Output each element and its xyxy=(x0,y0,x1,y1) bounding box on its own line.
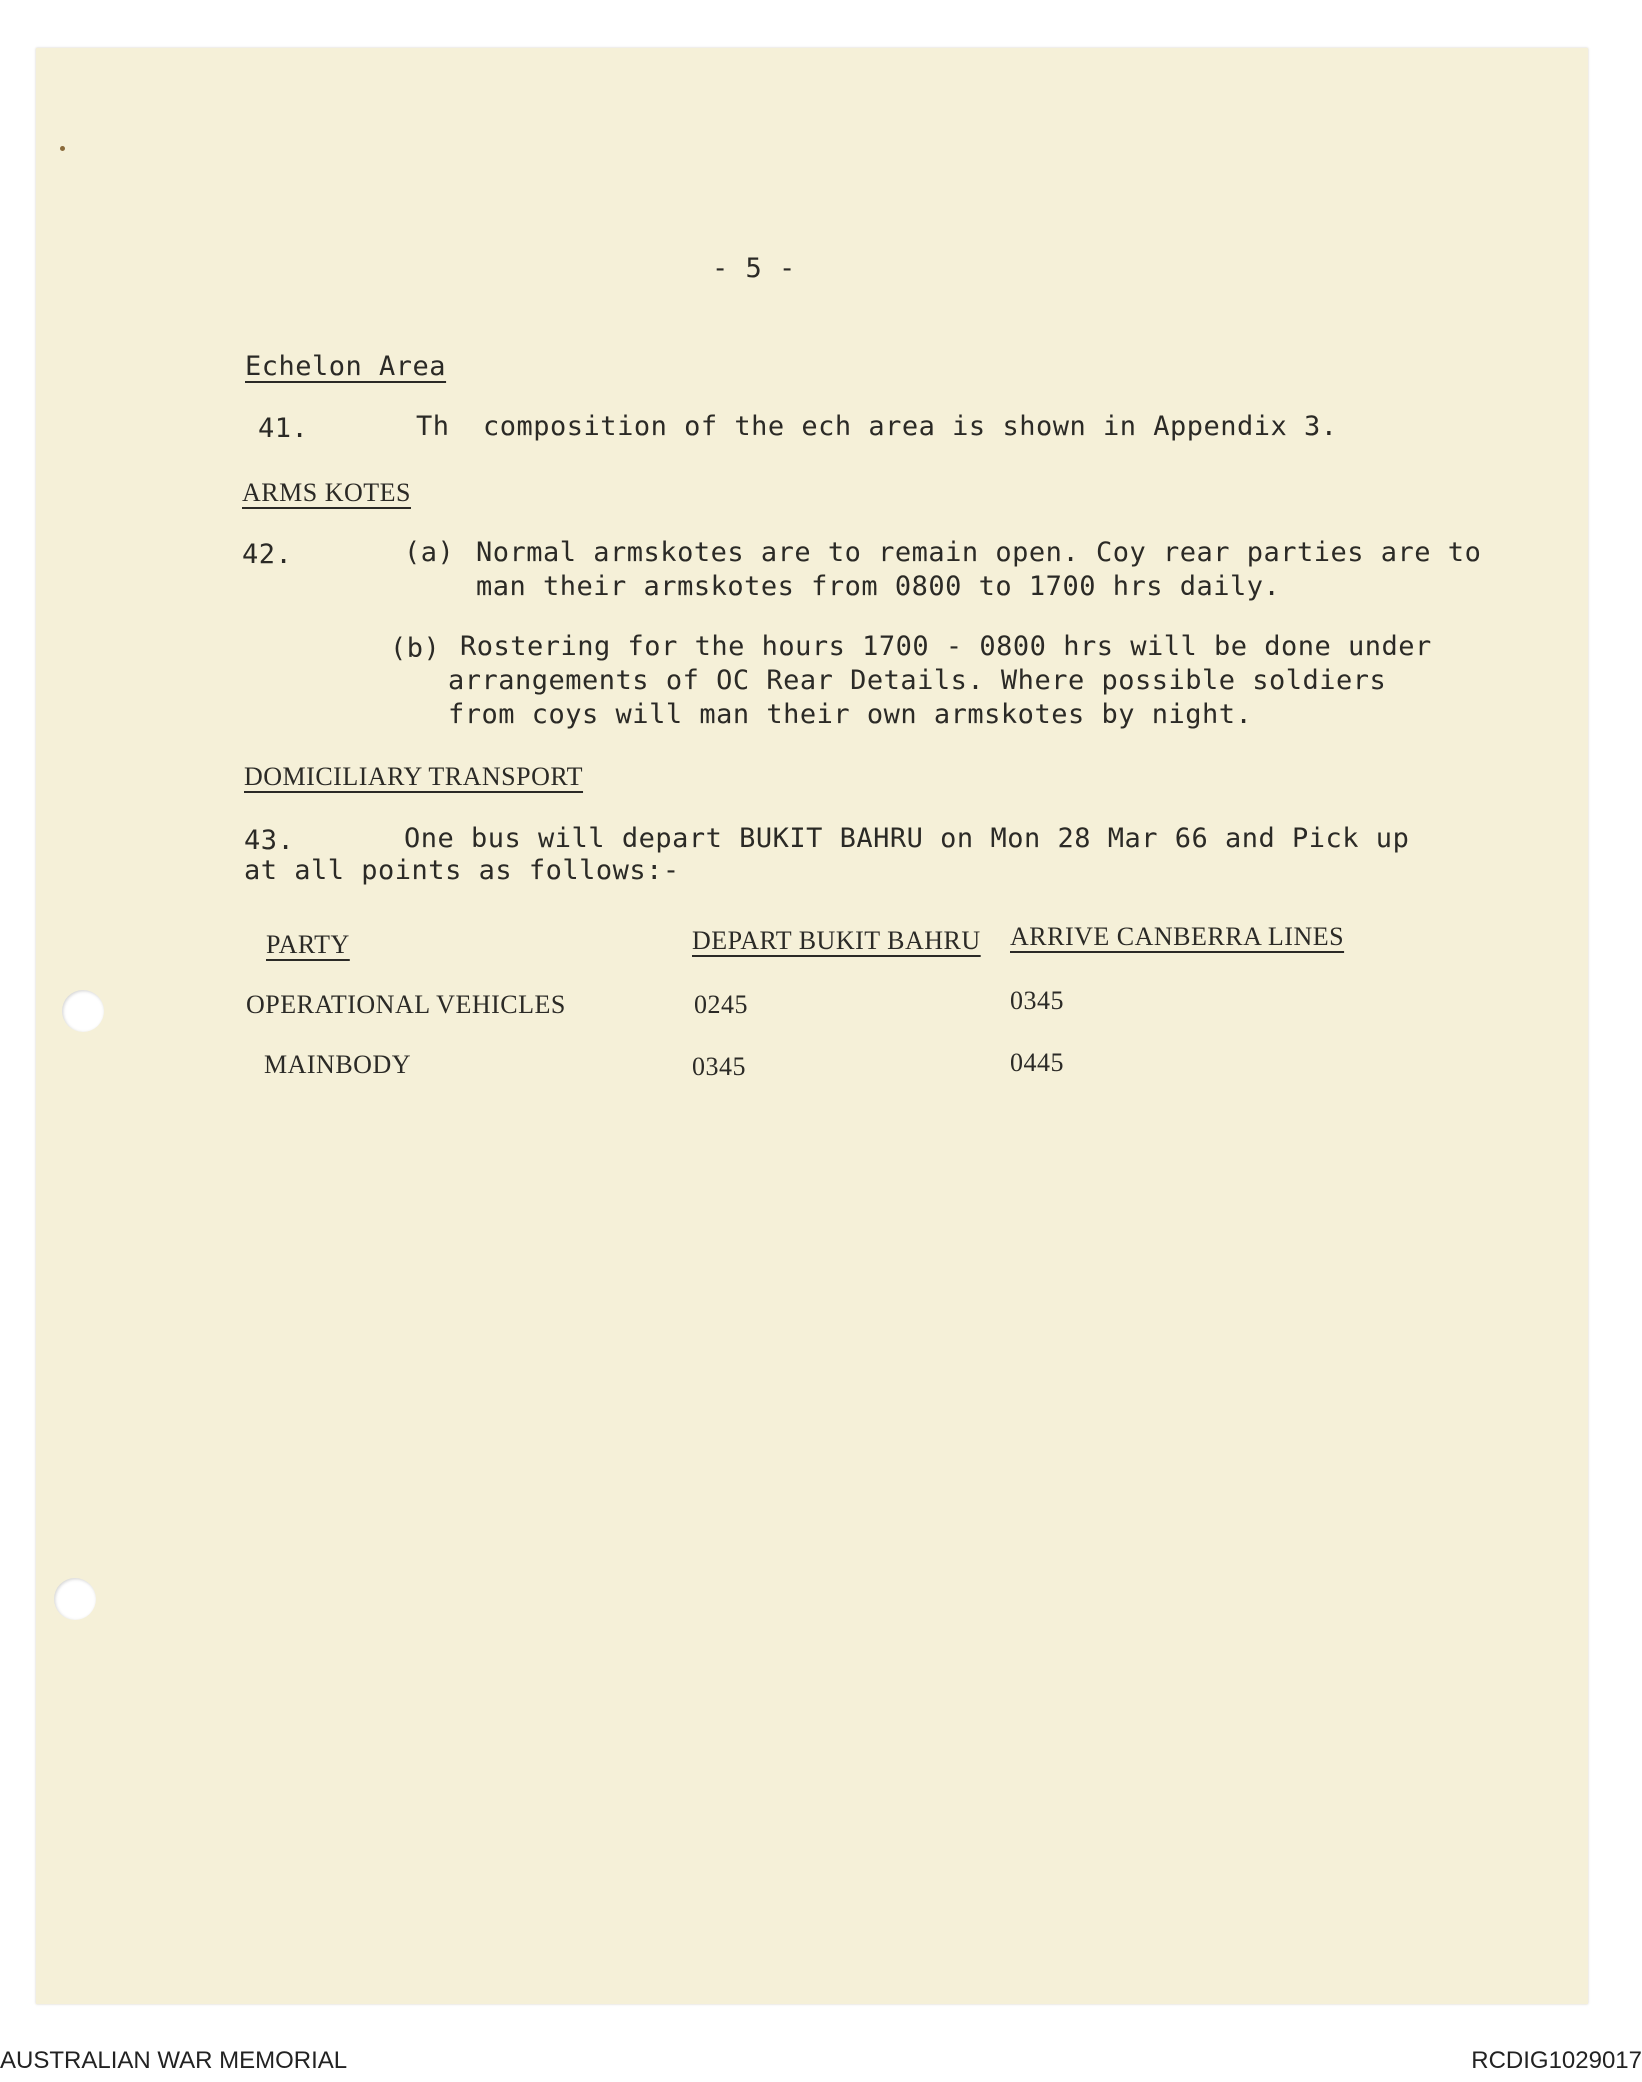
table-row-2-arrive: 0445 xyxy=(1010,1048,1064,1077)
page-number: - 5 - xyxy=(712,253,796,284)
para-42b-line1: Rostering for the hours 1700 - 0800 hrs will be done under xyxy=(460,631,1432,662)
para-43-line1: One bus will depart BUKIT BAHRU on Mon 28 Mar 66 and Pick up xyxy=(404,823,1410,854)
table-row-2-party: MAINBODY xyxy=(264,1050,411,1079)
para-42b-line2: arrangements of OC Rear Details. Where possible soldiers xyxy=(448,665,1387,696)
footer-record-id: RCDIG1029017 xyxy=(1471,2047,1642,2074)
para-42a-label: (a) xyxy=(404,537,455,568)
heading-arms-kotes: ARMS KOTES xyxy=(242,478,411,507)
table-row-1-party: OPERATIONAL VEHICLES xyxy=(246,990,566,1019)
table-row-2-depart: 0345 xyxy=(692,1052,746,1081)
para-42-number: 42. xyxy=(242,539,293,570)
para-43-line2: at all points as follows:- xyxy=(244,855,680,886)
table-row-1-arrive: 0345 xyxy=(1010,986,1064,1015)
table-header-arrive: ARRIVE CANBERRA LINES xyxy=(1010,922,1345,951)
para-42a-line2: man their armskotes from 0800 to 1700 hrs daily. xyxy=(476,571,1281,602)
footer-source: AUSTRALIAN WAR MEMORIAL xyxy=(0,2047,348,2074)
heading-domiciliary-transport: DOMICILIARY TRANSPORT xyxy=(244,762,584,791)
para-42b-label: (b) xyxy=(390,633,441,664)
para-43-number: 43. xyxy=(244,825,295,856)
document-page xyxy=(36,48,1588,2004)
paper-speck xyxy=(60,146,65,151)
table-header-depart: DEPART BUKIT BAHRU xyxy=(692,926,981,955)
para-42a-line1: Normal armskotes are to remain open. Coy rear parties are to xyxy=(476,537,1482,568)
table-row-1-depart: 0245 xyxy=(694,990,748,1019)
punch-hole-top xyxy=(62,990,104,1032)
punch-hole-bottom xyxy=(54,1578,96,1620)
para-41-text: Th composition of the ech area is shown in Appendix 3. xyxy=(416,411,1338,442)
table-header-party: PARTY xyxy=(266,930,350,959)
heading-echelon-area: Echelon Area xyxy=(245,351,447,382)
para-41-number: 41. xyxy=(258,413,309,444)
para-42b-line3: from coys will man their own armskotes by night. xyxy=(448,699,1253,730)
